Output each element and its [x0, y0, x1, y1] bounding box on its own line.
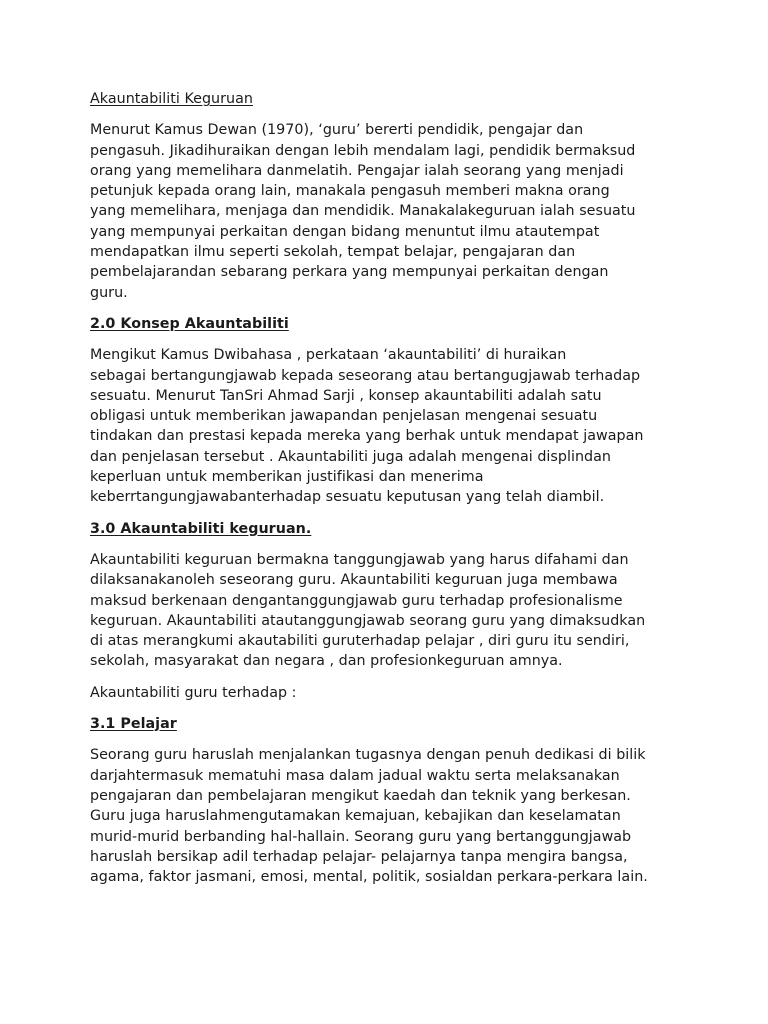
text-line: darjahtermasuk mematuhi masa dalam jadual waktu serta melaksanakan — [90, 767, 620, 784]
text-line: dilaksanakanoleh seseorang guru. Akauntabiliti keguruan juga membawa — [90, 572, 618, 589]
document-body — [90, 89, 690, 898]
text-line: keperluan untuk memberikan justifikasi dan menerima — [90, 469, 484, 486]
text-line: sebagai bertangungjawab kepada seseorang atau bertangugjawab terhadap — [90, 367, 641, 384]
text-line: sesuatu. Menurut TanSri Ahmad Sarji , konsep akauntabiliti adalah satu — [90, 387, 602, 404]
text-line: Akauntabiliti guru terhadap : — [90, 684, 297, 701]
section-heading: 3.1 Pelajar — [90, 716, 177, 733]
text-line: pembelajarandan sebarang perkara yang mempunyai perkaitan dengan — [90, 264, 609, 281]
text-line: Mengikut Kamus Dwibahasa , perkataan ‘akauntabiliti’ di huraikan — [90, 347, 567, 364]
text-line: maksud berkenaan dengantanggungjawab guru terhadap profesionalisme — [90, 592, 623, 609]
text-line: haruslah bersikap adil terhadap pelajar- pelajarnya tanpa mengira bangsa, — [90, 848, 628, 865]
paragraph — [90, 120, 690, 303]
section-heading: Akauntabiliti Keguruan — [90, 91, 253, 107]
text-line: Menurut Kamus Dewan (1970), ‘guru’ bererti pendidik, pengajar dan — [90, 122, 584, 139]
paragraph — [90, 550, 690, 672]
paragraph — [90, 345, 690, 507]
section-heading: 3.0 Akauntabiliti keguruan. — [90, 520, 312, 537]
text-line: keberrtangungjawabanterhadap sesuatu keputusan yang telah diambil. — [90, 489, 605, 506]
paragraph — [90, 745, 690, 887]
text-line: yang mempunyai perkaitan dengan bidang menuntut ilmu atautempat — [90, 223, 600, 240]
text-line: Guru juga haruslahmengutamakan kemajuan, kebajikan dan keselamatan — [90, 808, 621, 825]
text-line: agama, faktor jasmani, emosi, mental, politik, sosialdan perkara-perkara lain. — [90, 869, 648, 886]
text-line: murid-murid berbanding hal-hallain. Seorang guru yang bertanggungjawab — [90, 828, 632, 845]
text-line: tindakan dan prestasi kepada mereka yang berhak untuk mendapat jawapan — [90, 428, 644, 445]
text-line: mendapatkan ilmu seperti sekolah, tempat belajar, pengajaran dan — [90, 244, 576, 261]
paragraph — [90, 683, 690, 703]
text-line: petunjuk kepada orang lain, manakala pengasuh memberi makna orang — [90, 183, 610, 200]
text-line: Akauntabiliti keguruan bermakna tanggungjawab yang harus difahami dan — [90, 551, 629, 568]
text-line: keguruan. Akauntabiliti atautanggungjawab seorang guru yang dimaksudkan — [90, 612, 646, 629]
text-line: pengasuh. Jikadihuraikan dengan lebih mendalam lagi, pendidik bermaksud — [90, 142, 636, 159]
text-line: di atas merangkumi akautabiliti guruterhadap pelajar , diri guru itu sendiri, — [90, 633, 630, 650]
text-line: dan penjelasan tersebut . Akauntabiliti juga adalah mengenai displindan — [90, 448, 612, 465]
text-line: Seorang guru haruslah menjalankan tugasnya dengan penuh dedikasi di bilik — [90, 747, 646, 764]
text-line: pengajaran dan pembelajaran mengikut kaedah dan teknik yang berkesan. — [90, 787, 631, 804]
text-line: guru. — [90, 284, 128, 301]
text-line: yang memelihara, menjaga dan mendidik. Manakalakeguruan ialah sesuatu — [90, 203, 636, 220]
text-line: sekolah, masyarakat dan negara , dan profesionkeguruan amnya. — [90, 653, 563, 670]
text-line: orang yang memelihara danmelatih. Pengajar ialah seorang yang menjadi — [90, 162, 624, 179]
text-line: obligasi untuk memberikan jawapandan penjelasan mengenai sesuatu — [90, 408, 598, 425]
section-heading: 2.0 Konsep Akauntabiliti — [90, 315, 289, 332]
